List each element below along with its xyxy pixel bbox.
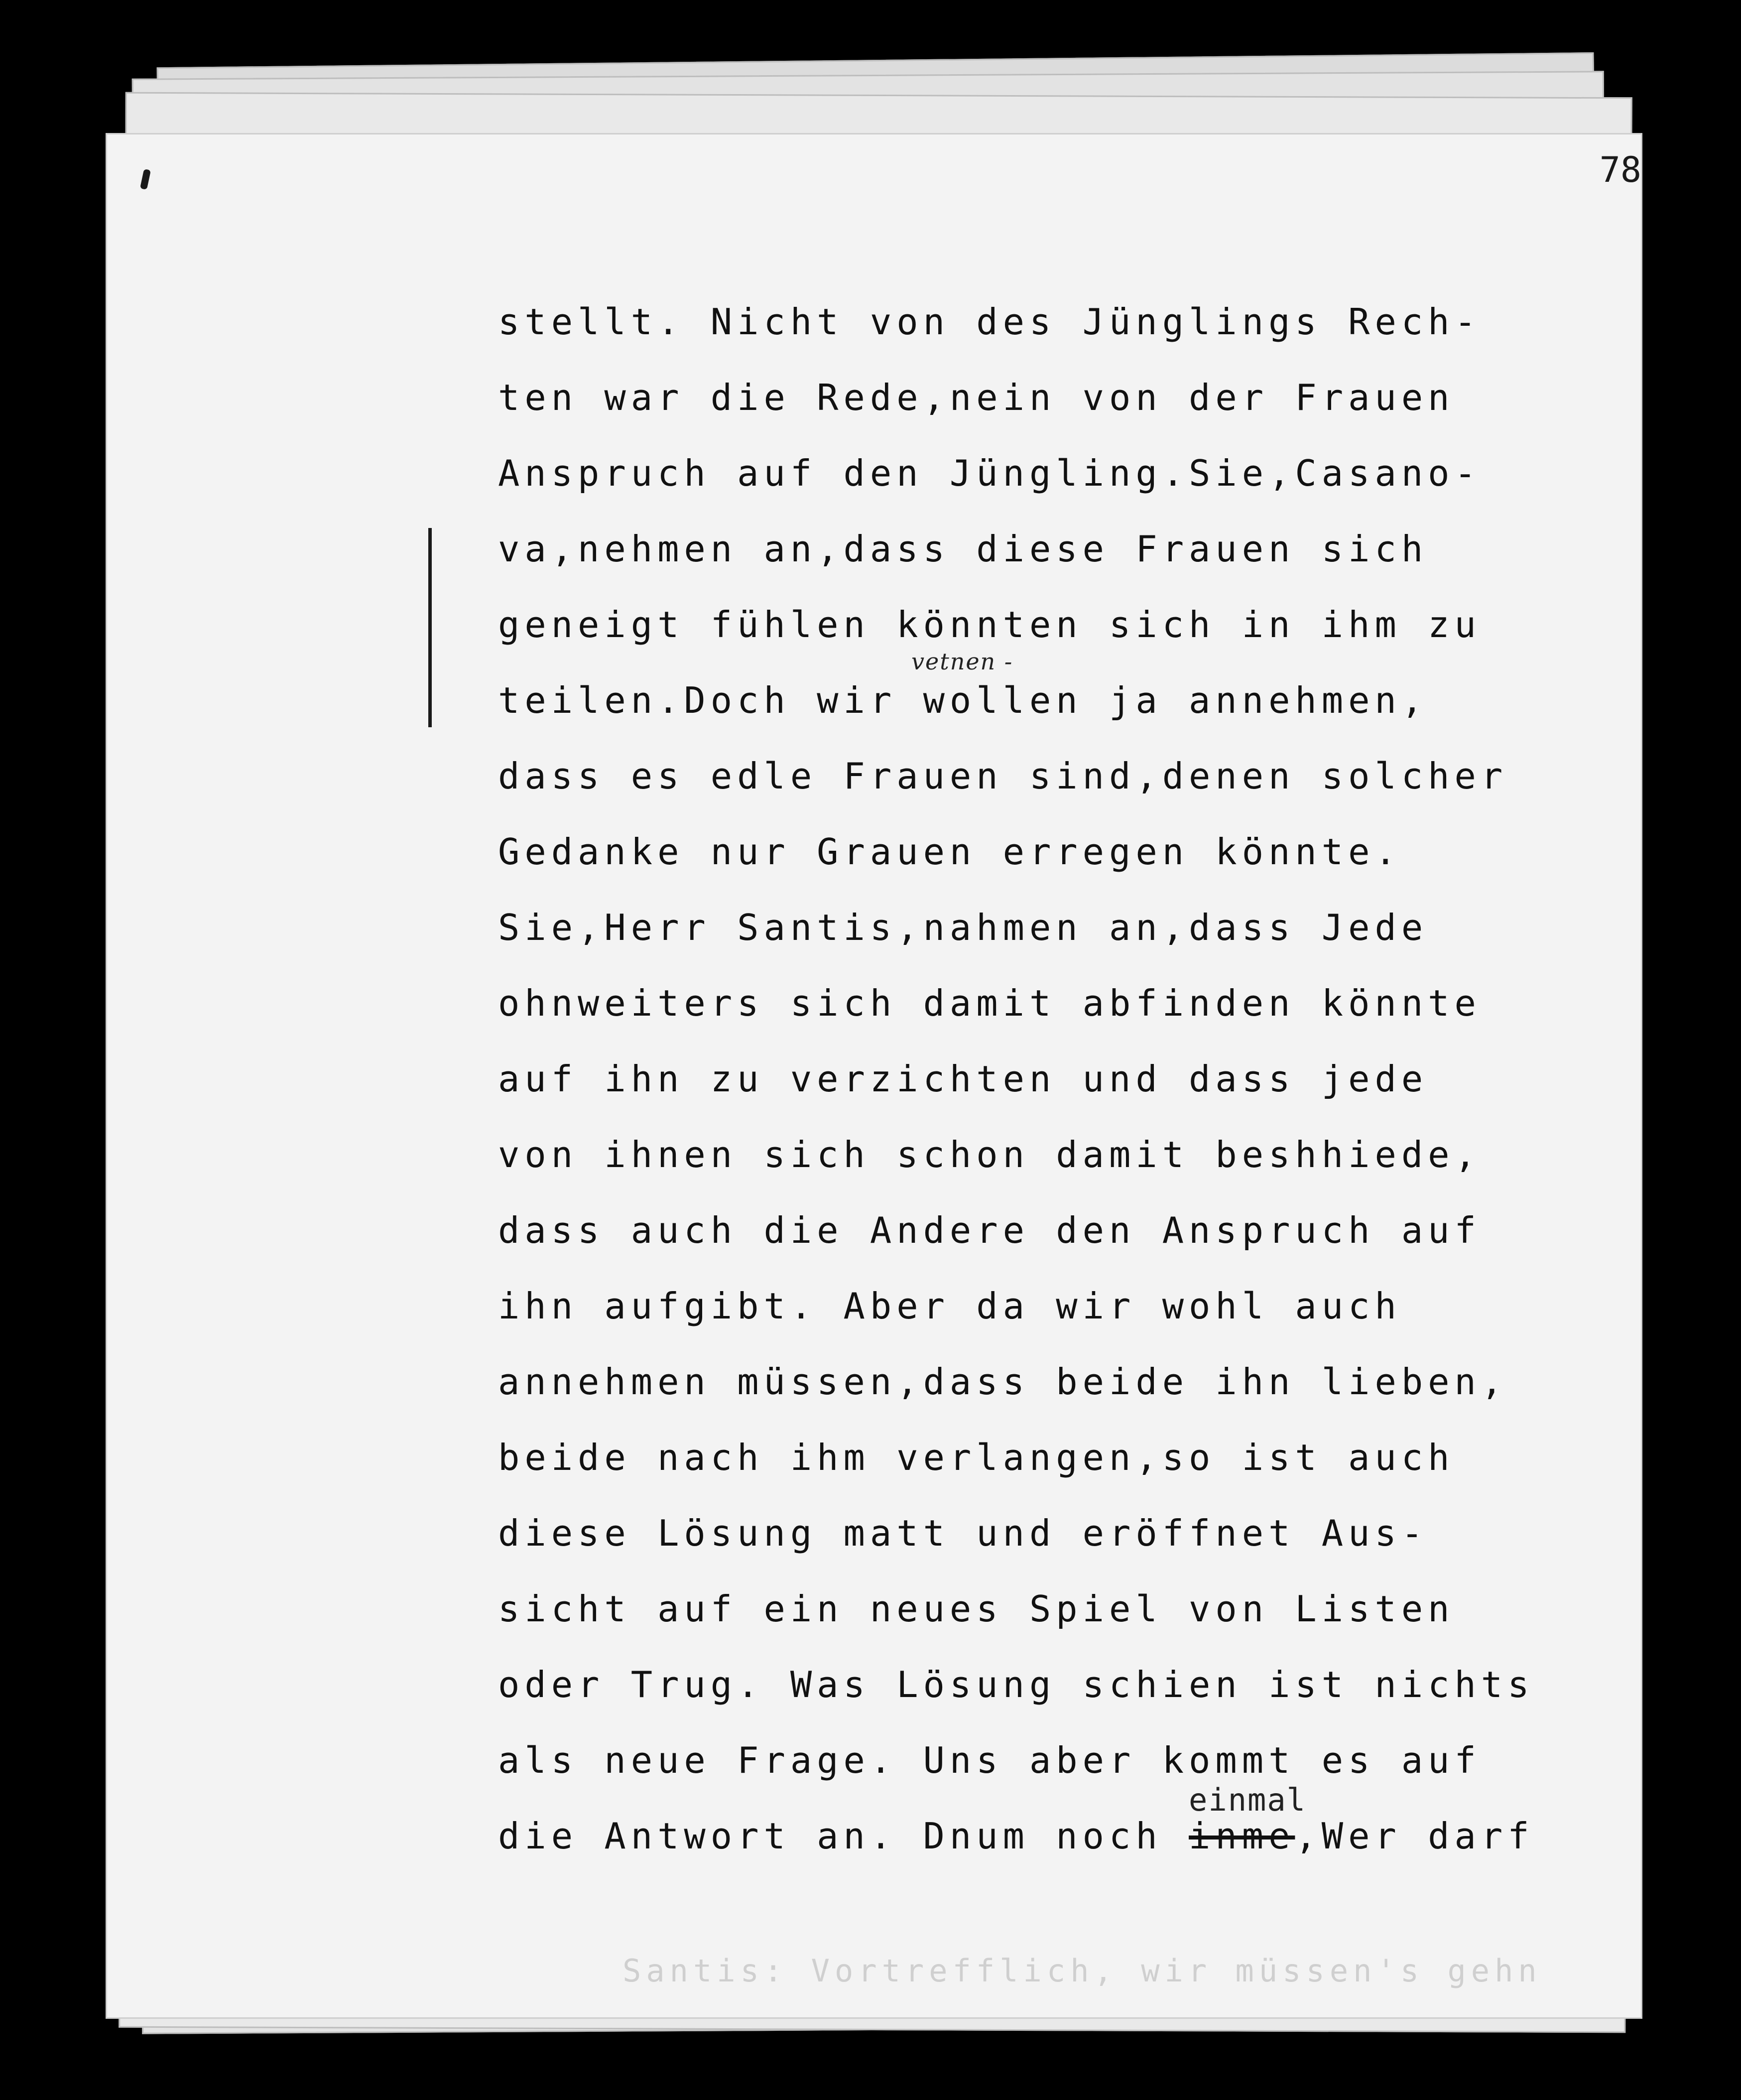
text-line: va,nehmen an,dass diese Frauen sich	[498, 528, 1428, 570]
text-line: diese Lösung matt und eröffnet Aus-	[498, 1512, 1428, 1554]
text-line: Gedanke nur Grauen erregen könnte.	[498, 831, 1401, 873]
text-line: oder Trug. Was Lösung schien ist nichts	[498, 1664, 1534, 1706]
text-line-annotated	[498, 648, 1594, 738]
text-line: ihn aufgibt. Aber da wir wohl auch	[498, 1285, 1401, 1327]
typed-text	[498, 284, 1594, 1874]
page-number: 78	[1599, 149, 1641, 190]
text-line: annehmen müssen,dass beide ihn lieben,	[498, 1361, 1508, 1403]
annotated-line	[498, 648, 1428, 738]
correction-struck: inme	[1189, 1815, 1295, 1857]
text-line: beide nach ihm verlangen,so ist auch	[498, 1437, 1455, 1478]
handwritten-insert: vetnen -	[911, 648, 1013, 675]
correction	[1189, 1782, 1307, 1874]
text-line-last	[498, 1782, 1594, 1874]
text-line: stellt. Nicht von des Jünglings Rech-	[498, 301, 1481, 343]
text-line: sicht auf ein neues Spiel von Listen	[498, 1588, 1455, 1630]
margin-sidebar-line	[428, 528, 432, 727]
text-line-content: teilen.Doch wir wollen ja annehmen,	[498, 679, 1428, 721]
text-line: dass es edle Frauen sind,denen solcher	[498, 755, 1508, 797]
bleed-through-text: Santis: Vortrefflich, wir müssen's gehn	[622, 1953, 1542, 1989]
text-line: ohnweiters sich damit abfinden könnte	[498, 982, 1481, 1024]
text-line: auf ihn zu verzichten und dass jede	[498, 1058, 1428, 1100]
text-line: von ihnen sich schon damit beshhiede,	[498, 1134, 1481, 1176]
last-line-start: die Antwort an. Dnum noch	[498, 1815, 1189, 1857]
text-line: ten war die Rede,nein von der Frauen	[498, 377, 1455, 418]
text-line: Anspruch auf den Jüngling.Sie,Casano-	[498, 452, 1481, 494]
text-line: geneigt fühlen könnten sich in ihm zu	[498, 604, 1481, 646]
text-line: Sie,Herr Santis,nahmen an,dass Jede	[498, 907, 1428, 948]
last-line-end: ,Wer darf	[1295, 1815, 1534, 1857]
text-line: als neue Frage. Uns aber kommt es auf	[498, 1739, 1481, 1781]
correction-inserted: einmal	[1189, 1782, 1307, 1818]
text-line: dass auch die Andere den Anspruch auf	[498, 1209, 1481, 1251]
